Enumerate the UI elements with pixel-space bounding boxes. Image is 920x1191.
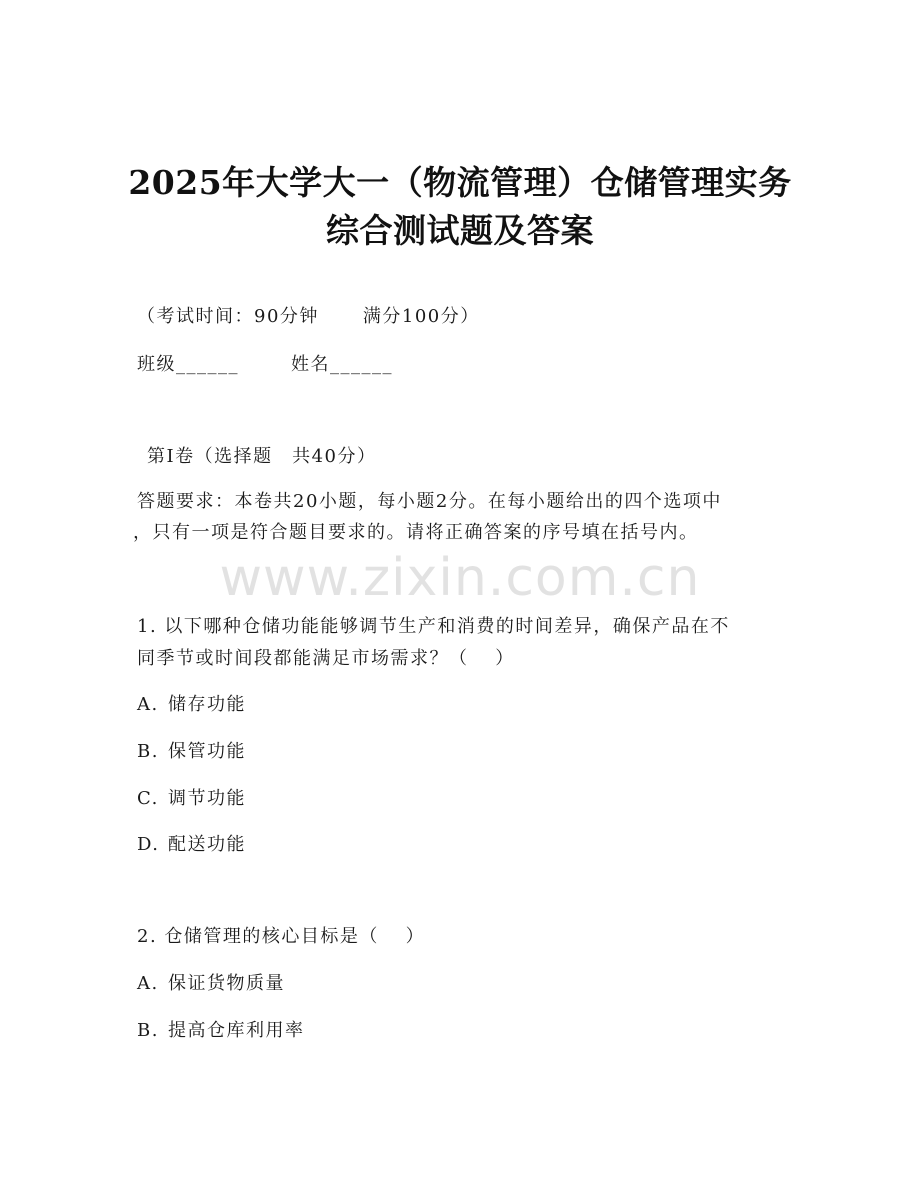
option-label: A.	[137, 694, 159, 715]
watermark: www.zixin.com.cn	[219, 548, 701, 608]
question-1-option-c	[137, 784, 246, 810]
option-text: 储存功能	[168, 694, 246, 715]
instructions-line-2: ，只有一项是符合题目要求的。请将正确答案的序号填在括号内。	[133, 522, 699, 543]
question-2-option-a	[137, 969, 285, 995]
question-1-option-b	[137, 737, 246, 763]
document-title-line-2: 综合测试题及答案	[326, 211, 594, 250]
option-label: B.	[137, 1020, 159, 1041]
question-1-option-a	[137, 690, 246, 716]
option-label: A.	[137, 973, 159, 994]
option-text: 保证货物质量	[168, 973, 285, 994]
option-label: B.	[137, 741, 159, 762]
option-text: 调节功能	[168, 788, 246, 809]
option-text: 提高仓库利用率	[168, 1020, 305, 1041]
student-fields	[137, 350, 393, 376]
instructions-line-1: 答题要求：本卷共20小题，每小题2分。在每小题给出的四个选项中	[137, 491, 722, 512]
exam-score: 满分100分）	[362, 306, 480, 327]
option-text: 配送功能	[168, 834, 246, 855]
option-text: 保管功能	[168, 741, 246, 762]
class-field: 班级______	[137, 354, 239, 375]
question-1-stem-line-1: 1. 以下哪种仓储功能能够调节生产和消费的时间差异，确保产品在不	[137, 616, 730, 637]
question-2-option-b	[137, 1016, 305, 1042]
exam-info	[137, 302, 480, 328]
document-title-line-1: 2025年大学大一（物流管理）仓储管理实务	[128, 163, 792, 202]
question-2-stem: 2. 仓储管理的核心目标是（ ）	[137, 926, 426, 947]
name-field: 姓名______	[291, 354, 393, 375]
option-label: D.	[137, 834, 160, 855]
option-label: C.	[137, 788, 159, 809]
question-1-option-d	[137, 830, 246, 856]
section-heading: 第I卷（选择题 共40分）	[147, 446, 377, 467]
exam-time: （考试时间：90分钟	[137, 306, 319, 327]
question-1-stem-line-2: 同季节或时间段都能满足市场需求？（ ）	[137, 648, 515, 669]
